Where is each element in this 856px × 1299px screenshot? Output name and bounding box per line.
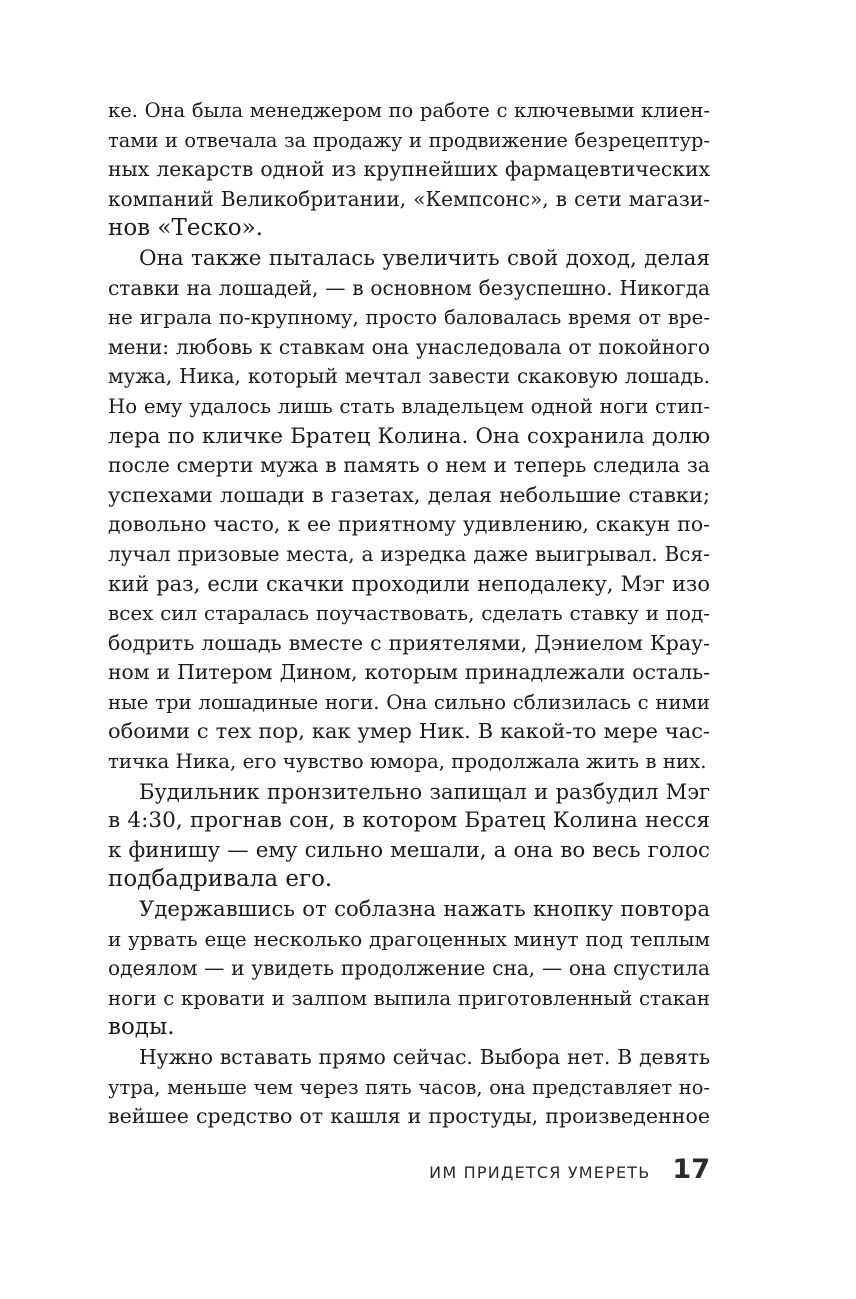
text-line: всех сил старалась поучаствовать, сделать ставку и под- bbox=[108, 602, 710, 626]
text-line: вейшее средство от кашля и простуды, произведенное bbox=[108, 1104, 710, 1129]
text-line: одеялом — и увидеть продолжение сна, — она спустила bbox=[108, 956, 710, 981]
body-text bbox=[108, 96, 710, 1132]
text-line: компаний Великобритании, «Кемпсонс», в сети магази- bbox=[108, 186, 710, 211]
page-number: 17 bbox=[672, 1154, 710, 1185]
text-line: не играла по-крупному, просто баловалась время от вре- bbox=[108, 306, 710, 330]
text-line: обоими с тех пор, как умер Ник. В какой-то мере час- bbox=[108, 719, 710, 744]
text-line: подбадривала его. bbox=[108, 866, 333, 893]
running-title: ИМ ПРИДЕТСЯ УМЕРЕТЬ bbox=[429, 1163, 651, 1182]
text-line: ных лекарств одной из крупнейших фармацевтических bbox=[108, 157, 710, 182]
text-line: успехами лошади в газетах, делая небольшие ставки; bbox=[108, 482, 710, 507]
text-line: и урвать еще несколько драгоценных минут под теплым bbox=[108, 926, 710, 951]
text-line: Но ему удалось лишь стать владельцем одной ноги стип- bbox=[108, 394, 710, 418]
text-line: Будильник пронзительно запищал и разбудил Мэг bbox=[139, 778, 710, 804]
text-line: кий раз, если скачки проходили неподалеку, Мэг изо bbox=[108, 571, 710, 596]
page-footer bbox=[429, 1154, 710, 1190]
text-line: лучал призовые места, а изредка даже выигрывал. Вся- bbox=[108, 541, 710, 566]
text-line: ке. Она была менеджером по работе с ключевыми клиен- bbox=[108, 99, 710, 122]
text-line: бодрить лошадь вместе с приятелями, Дэниелом Крау- bbox=[108, 630, 710, 655]
text-line: Нужно вставать прямо сейчас. Выбора нет. В девять bbox=[139, 1045, 710, 1069]
text-line: тами и отвечала за продажу и продвижение безрецептур- bbox=[108, 128, 710, 152]
text-line: Удержавшись от соблазна нажать кнопку повтора bbox=[139, 897, 710, 923]
text-line: ставки на лошадей, — в основном безуспешно. Никогда bbox=[108, 275, 710, 300]
text-line: ном и Питером Дином, которым принадлежали осталь- bbox=[108, 660, 710, 685]
text-line: к финишу — ему сильно мешали, а она во весь голос bbox=[108, 837, 710, 863]
text-line: лера по кличке Братец Колина. Она сохранила долю bbox=[108, 423, 710, 449]
text-line: мени: любовь к ставкам она унаследовала от покойного bbox=[108, 334, 710, 359]
text-line: довольно часто, к ее приятному удивлению, скакун по- bbox=[108, 512, 710, 537]
text-line: ноги с кровати и залпом выпила приготовленный стакан bbox=[108, 986, 710, 1010]
text-line: в 4:30, прогнав сон, в котором Братец Колина несся bbox=[108, 808, 710, 834]
text-line: тичка Ника, его чувство юмора, продолжала жить в них. bbox=[108, 750, 707, 774]
text-line: после смерти мужа в память о нем и теперь следила за bbox=[108, 453, 710, 478]
text-line: Она также пыталась увеличить свой доход, делая bbox=[139, 245, 710, 271]
text-line: мужа, Ника, который мечтал завести скаковую лошадь. bbox=[108, 364, 710, 389]
text-line: нов «Теско». bbox=[108, 215, 263, 242]
text-line: воды. bbox=[108, 1014, 175, 1041]
text-line: ные три лошадиные ноги. Она сильно сблизилась с ними bbox=[108, 690, 710, 714]
text-line: утра, меньше чем через пять часов, она представляет но- bbox=[108, 1075, 710, 1099]
